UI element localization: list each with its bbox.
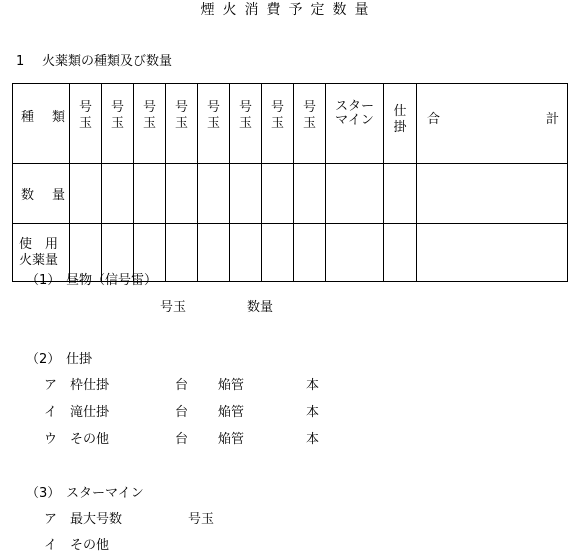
unit-label: 台 xyxy=(175,405,189,420)
unit-label: 本 xyxy=(306,432,320,447)
header-shikake: 仕 掛 xyxy=(384,84,417,164)
shell-unit-label: 号玉 xyxy=(188,512,215,527)
table-cell[interactable] xyxy=(417,164,568,224)
header-total: 合 計 xyxy=(417,84,568,164)
table-cell[interactable] xyxy=(326,224,384,282)
header-kind: 種 類 xyxy=(13,84,70,164)
table-cell[interactable] xyxy=(294,164,326,224)
table-cell[interactable] xyxy=(417,224,568,282)
daytime-shell-label: 号玉 xyxy=(160,300,187,315)
shell-col-4: 号 玉 xyxy=(166,84,198,164)
section-1-number: 1 xyxy=(16,54,25,69)
row-header-used-powder: 使 用 火薬量 xyxy=(13,224,70,282)
table-cell[interactable] xyxy=(326,164,384,224)
table-cell[interactable] xyxy=(262,224,294,282)
table-header-row xyxy=(13,84,568,164)
section-1-heading xyxy=(16,55,172,68)
shikake-item: ウ その他 xyxy=(44,432,110,447)
starmine-item: ア 最大号数 xyxy=(44,512,123,527)
section-1-title: 火薬類の種類及び数量 xyxy=(42,54,173,69)
table-cell[interactable] xyxy=(384,224,417,282)
table-cell[interactable] xyxy=(70,164,102,224)
shell-col-3: 号 玉 xyxy=(134,84,166,164)
unit-label: 本 xyxy=(306,405,320,420)
header-starmine: スター マイン xyxy=(326,84,384,164)
table-cell[interactable] xyxy=(166,224,198,282)
unit-label: 台 xyxy=(175,432,189,447)
table-cell[interactable] xyxy=(294,224,326,282)
document-title: 煙火消費予定数量 xyxy=(200,2,377,18)
shell-col-1: 号 玉 xyxy=(70,84,102,164)
shikake-item: イ 滝仕掛 xyxy=(44,405,110,420)
table-cell[interactable] xyxy=(198,224,230,282)
table-cell[interactable] xyxy=(230,224,262,282)
table-cell[interactable] xyxy=(384,164,417,224)
table-row-quantity xyxy=(13,164,568,224)
shell-col-7: 号 玉 xyxy=(262,84,294,164)
shell-col-2: 号 玉 xyxy=(102,84,134,164)
shell-col-5: 号 玉 xyxy=(198,84,230,164)
table-cell[interactable] xyxy=(230,164,262,224)
flame-tube-label: 焔管 xyxy=(218,378,245,393)
table-cell[interactable] xyxy=(134,164,166,224)
unit-label: 本 xyxy=(306,378,320,393)
shell-col-6: 号 玉 xyxy=(230,84,262,164)
flame-tube-label: 焔管 xyxy=(218,432,245,447)
table-cell[interactable] xyxy=(262,164,294,224)
table-cell[interactable] xyxy=(198,164,230,224)
row-header-quantity: 数 量 xyxy=(13,164,70,224)
starmine-item: イ その他 xyxy=(44,538,110,553)
section-shikake-heading: （2） 仕掛 xyxy=(26,352,93,367)
section-daytime-heading: （1） 昼物（信号雷） xyxy=(26,273,158,288)
shikake-item: ア 枠仕掛 xyxy=(44,378,110,393)
unit-label: 台 xyxy=(175,378,189,393)
section-starmine-heading: （3） スターマイン xyxy=(26,486,144,501)
table-cell[interactable] xyxy=(102,164,134,224)
fireworks-quantity-table xyxy=(12,83,568,282)
daytime-quantity-label: 数量 xyxy=(247,300,274,315)
flame-tube-label: 焔管 xyxy=(218,405,245,420)
table-cell[interactable] xyxy=(166,164,198,224)
shell-col-8: 号 玉 xyxy=(294,84,326,164)
